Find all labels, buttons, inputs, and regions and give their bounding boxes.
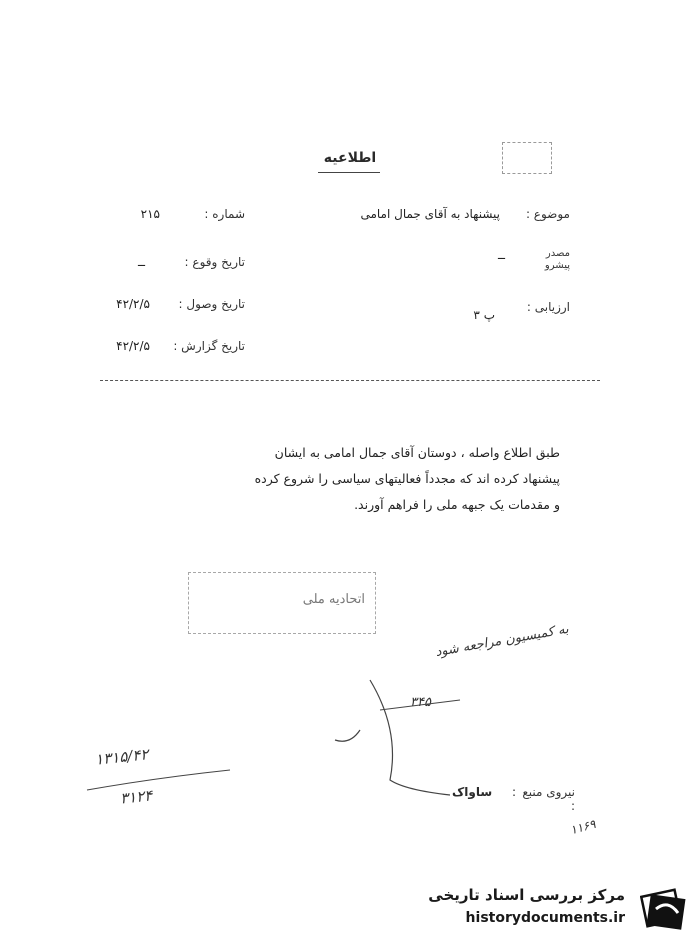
handwritten-strokes — [330, 670, 480, 800]
handwritten-left-bottom: ۳۱۲۴ — [119, 786, 154, 808]
receipt-date-value: ۴۲/۲/۵ — [116, 297, 150, 311]
number-value: ۲۱۵ — [140, 207, 160, 221]
receipt-date-label: تاریخ وصول : — [178, 297, 245, 311]
watermark-website: historydocuments.ir — [465, 910, 625, 926]
source-label: نیروی منبع : — [522, 785, 575, 813]
handwritten-number: ۳۴۵ — [410, 695, 431, 710]
header-faded-text — [395, 150, 455, 168]
party-label: مصدر پیشرو — [544, 248, 570, 271]
report-date-value: ۴۲/۲/۵ — [116, 339, 150, 353]
document-title: اطلاعیه — [323, 150, 377, 166]
body-line: پیشنهاد کرده اند که مجدداً فعالیتهای سیاسی را شروع کرده — [254, 471, 560, 486]
source-separator: : — [512, 785, 517, 799]
stamp-text: اتحادیه ملی — [302, 592, 365, 607]
body-line: و مقدمات یک جبهه ملی را فراهم آورند. — [354, 497, 560, 512]
report-date-label: تاریخ گزارش : — [173, 339, 245, 353]
archive-logo-icon — [640, 885, 688, 931]
section-divider — [100, 380, 600, 381]
subject-value: پیشنهاد به آقای جمال امامی — [360, 207, 500, 221]
assessment-label: ارزیابی : — [526, 300, 570, 314]
body-line: طبق اطلاع واصله ، دوستان آقای جمال امامی به ایشان — [274, 445, 560, 460]
event-date-value: ــ — [137, 255, 145, 269]
subject-label: موضوع : — [525, 207, 570, 221]
party-value: ــ — [497, 248, 505, 262]
source-value: ساواک — [452, 785, 493, 799]
handwritten-bottom-right: ۱۱۶۹ — [568, 816, 598, 838]
event-date-label: تاریخ وقوع : — [184, 255, 245, 269]
watermark-persian-name: مرکز بررسی اسناد تاریخی — [428, 886, 625, 904]
handwritten-note: به کمیسیون مراجعه شود — [434, 621, 570, 661]
report-body — [105, 440, 560, 518]
title-underline — [318, 172, 380, 173]
handwritten-underline — [85, 760, 235, 800]
handwritten-left-top: ۱۳۱۵/۴۲ — [94, 745, 150, 769]
header-stamp-box — [502, 142, 552, 174]
assessment-value: پ ۳ — [473, 308, 495, 322]
number-label: شماره : — [204, 207, 245, 221]
